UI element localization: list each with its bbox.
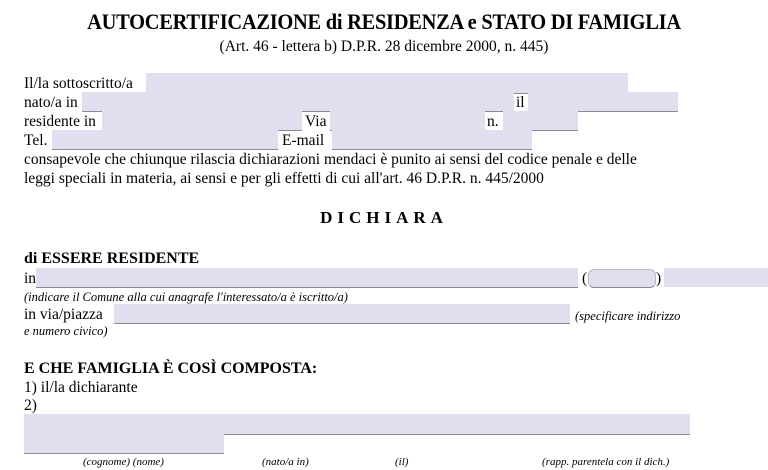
declaration-heading: DICHIARA xyxy=(320,208,448,227)
family-member-2-line-1-field[interactable] xyxy=(24,414,690,435)
name-label: Il/la sottoscritto/a xyxy=(24,75,133,92)
address-field[interactable] xyxy=(114,304,570,324)
residence-field[interactable] xyxy=(102,111,302,131)
family-member-2-line-2-field[interactable] xyxy=(24,434,224,454)
residence-label: residente in xyxy=(24,113,96,130)
caption-relationship: (rapp. parentela con il dich.) xyxy=(542,456,670,468)
province-open-paren: ( xyxy=(582,270,588,287)
email-field[interactable] xyxy=(332,130,532,150)
province-close-paren: ) xyxy=(656,270,662,287)
residence-heading: di ESSERE RESIDENTE xyxy=(24,250,200,267)
comune-note: (indicare il Comune alla cui anagrafe l'interessato/a è iscritto/a) xyxy=(24,290,348,304)
phone-label: Tel. xyxy=(24,132,48,149)
address-label: in via/piazza xyxy=(24,306,103,323)
statement-line-2: leggi speciali in materia, ai sensi e per gli effetti di cui all'art. 46 D.P.R. n. 445/2000 xyxy=(24,170,544,187)
province-field[interactable] xyxy=(588,269,656,288)
comune-in-label: in xyxy=(24,270,37,287)
family-item-1: 1) il/la dichiarante xyxy=(24,379,138,396)
caption-birthdate: (il) xyxy=(395,456,409,468)
comune-field[interactable] xyxy=(36,268,578,288)
street-field[interactable] xyxy=(330,111,485,131)
address-note-line-1: (specificare indirizzo xyxy=(575,309,681,323)
birthplace-field[interactable] xyxy=(82,92,514,112)
family-heading: E CHE FAMIGLIA È COSÌ COMPOSTA: xyxy=(24,360,318,377)
birthdate-label: il xyxy=(516,94,525,111)
caption-birthplace: (nato/a in) xyxy=(262,456,309,468)
number-label: n. xyxy=(487,113,499,130)
statement-line-1: consapevole che chiunque rilascia dichiarazioni mendaci è punito ai sensi del codice penale e delle xyxy=(24,151,637,168)
caption-name: (cognome) (nome) xyxy=(83,456,164,468)
phone-field[interactable] xyxy=(52,130,278,150)
number-field[interactable] xyxy=(503,111,578,131)
birthplace-label: nato/a in xyxy=(24,94,78,111)
document-title: AUTOCERTIFICAZIONE di RESIDENZA e STATO DI FAMIGLIA xyxy=(87,9,681,34)
document-subtitle: (Art. 46 - lettera b) D.P.R. 28 dicembre 2000, n. 445) xyxy=(219,38,549,55)
birthdate-field[interactable] xyxy=(528,92,678,112)
name-field[interactable] xyxy=(146,73,628,94)
street-label: Via xyxy=(305,113,327,130)
email-label: E-mail xyxy=(282,132,325,149)
residence-extra-field[interactable] xyxy=(664,268,768,287)
family-item-2: 2) xyxy=(24,397,37,414)
address-note-line-2: e numero civico) xyxy=(24,324,108,338)
